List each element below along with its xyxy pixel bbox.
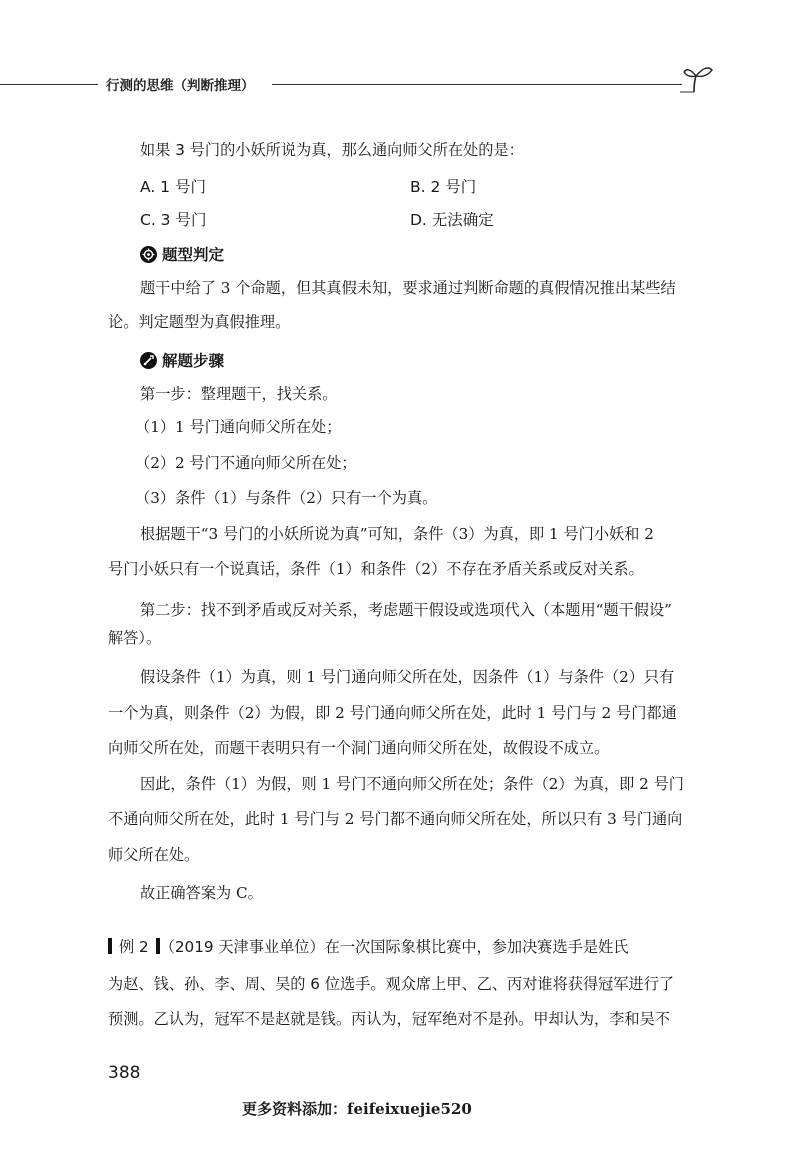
example-line-3: 预测。乙认为，冠军不是赵就是钱。丙认为，冠军绝对不是孙。甲却认为，李和吴不 bbox=[108, 1010, 670, 1028]
header-rule-left bbox=[0, 84, 98, 85]
steps-line-2: （1）1 号门通向师父所在处； bbox=[135, 418, 342, 436]
running-header bbox=[0, 62, 800, 102]
steps-line-9: 假设条件（1）为真，则 1 号门通向师父所在处，因条件（1）与条件（2）只有 bbox=[140, 668, 675, 686]
option-a: A. 1 号门 bbox=[140, 178, 206, 196]
example-line-2: 为赵、钱、孙、李、周、吴的 6 位选手。观众席上甲、乙、丙对谁将获得冠军进行了 bbox=[108, 975, 675, 993]
steps-line-1: 第一步：整理题干，找关系。 bbox=[140, 385, 338, 403]
steps-line-7: 第二步：找不到矛盾或反对关系，考虑题干假设或选项代入（本题用“题干假设” bbox=[140, 601, 672, 619]
section-type-heading bbox=[140, 243, 224, 265]
section-type-title: 题型判定 bbox=[162, 246, 225, 264]
footer-note: 更多资料添加：feifeixuejie520 bbox=[242, 1100, 472, 1118]
header-rule-right bbox=[272, 84, 682, 85]
steps-line-4: （3）条件（1）与条件（2）只有一个为真。 bbox=[135, 489, 438, 507]
example-text-1: （2019 天津事业单位）在一次国际象棋比赛中，参加决赛选手是姓氏 bbox=[159, 938, 629, 956]
sprout-icon bbox=[680, 62, 716, 96]
steps-line-6: 号门小妖只有一个说真话，条件（1）和条件（2）不存在矛盾关系或反对关系。 bbox=[108, 560, 644, 578]
example-line-1 bbox=[108, 930, 628, 964]
page-number: 388 bbox=[108, 1063, 141, 1083]
steps-line-11: 向师父所在处，而题干表明只有一个洞门通向师父所在处，故假设不成立。 bbox=[108, 739, 610, 757]
gear-icon bbox=[140, 246, 157, 263]
option-d: D. 无法确定 bbox=[410, 211, 494, 229]
steps-line-13: 不通向师父所在处，此时 1 号门与 2 号门都不通向师父所在处，所以只有 3 号门通向 bbox=[108, 810, 683, 828]
section-steps-title: 解题步骤 bbox=[162, 352, 225, 370]
option-b: B. 2 号门 bbox=[410, 178, 477, 196]
example-tag-bar-left bbox=[108, 938, 112, 954]
type-line-2: 论。判定题型为真假推理。 bbox=[108, 313, 291, 331]
steps-line-14: 师父所在处。 bbox=[108, 846, 200, 864]
steps-line-15: 故正确答案为 C。 bbox=[140, 884, 263, 902]
section-steps-heading bbox=[140, 349, 224, 371]
steps-line-10: 一个为真，则条件（2）为假，即 2 号门通向师父所在处，此时 1 号门与 2 号门都通 bbox=[108, 704, 677, 722]
steps-line-8: 解答）。 bbox=[108, 629, 162, 647]
type-line-1: 题干中给了 3 个命题，但其真假未知，要求通过判断命题的真假情况推出某些结 bbox=[140, 279, 676, 297]
option-c: C. 3 号门 bbox=[140, 211, 207, 229]
steps-line-3: （2）2 号门不通向师父所在处； bbox=[135, 454, 357, 472]
example-tag: 例 2 bbox=[119, 938, 149, 956]
running-header-title: 行测的思维（判断推理） bbox=[106, 78, 255, 94]
steps-line-5: 根据题干“3 号门的小妖所说为真”可知，条件（3）为真，即 1 号门小妖和 2 bbox=[140, 525, 654, 543]
wand-icon bbox=[140, 352, 157, 369]
steps-line-12: 因此，条件（1）为假，则 1 号门不通向师父所在处；条件（2）为真，即 2 号门 bbox=[140, 775, 684, 793]
question-stem: 如果 3 号门的小妖所说为真，那么通向师父所在处的是： bbox=[140, 141, 524, 159]
